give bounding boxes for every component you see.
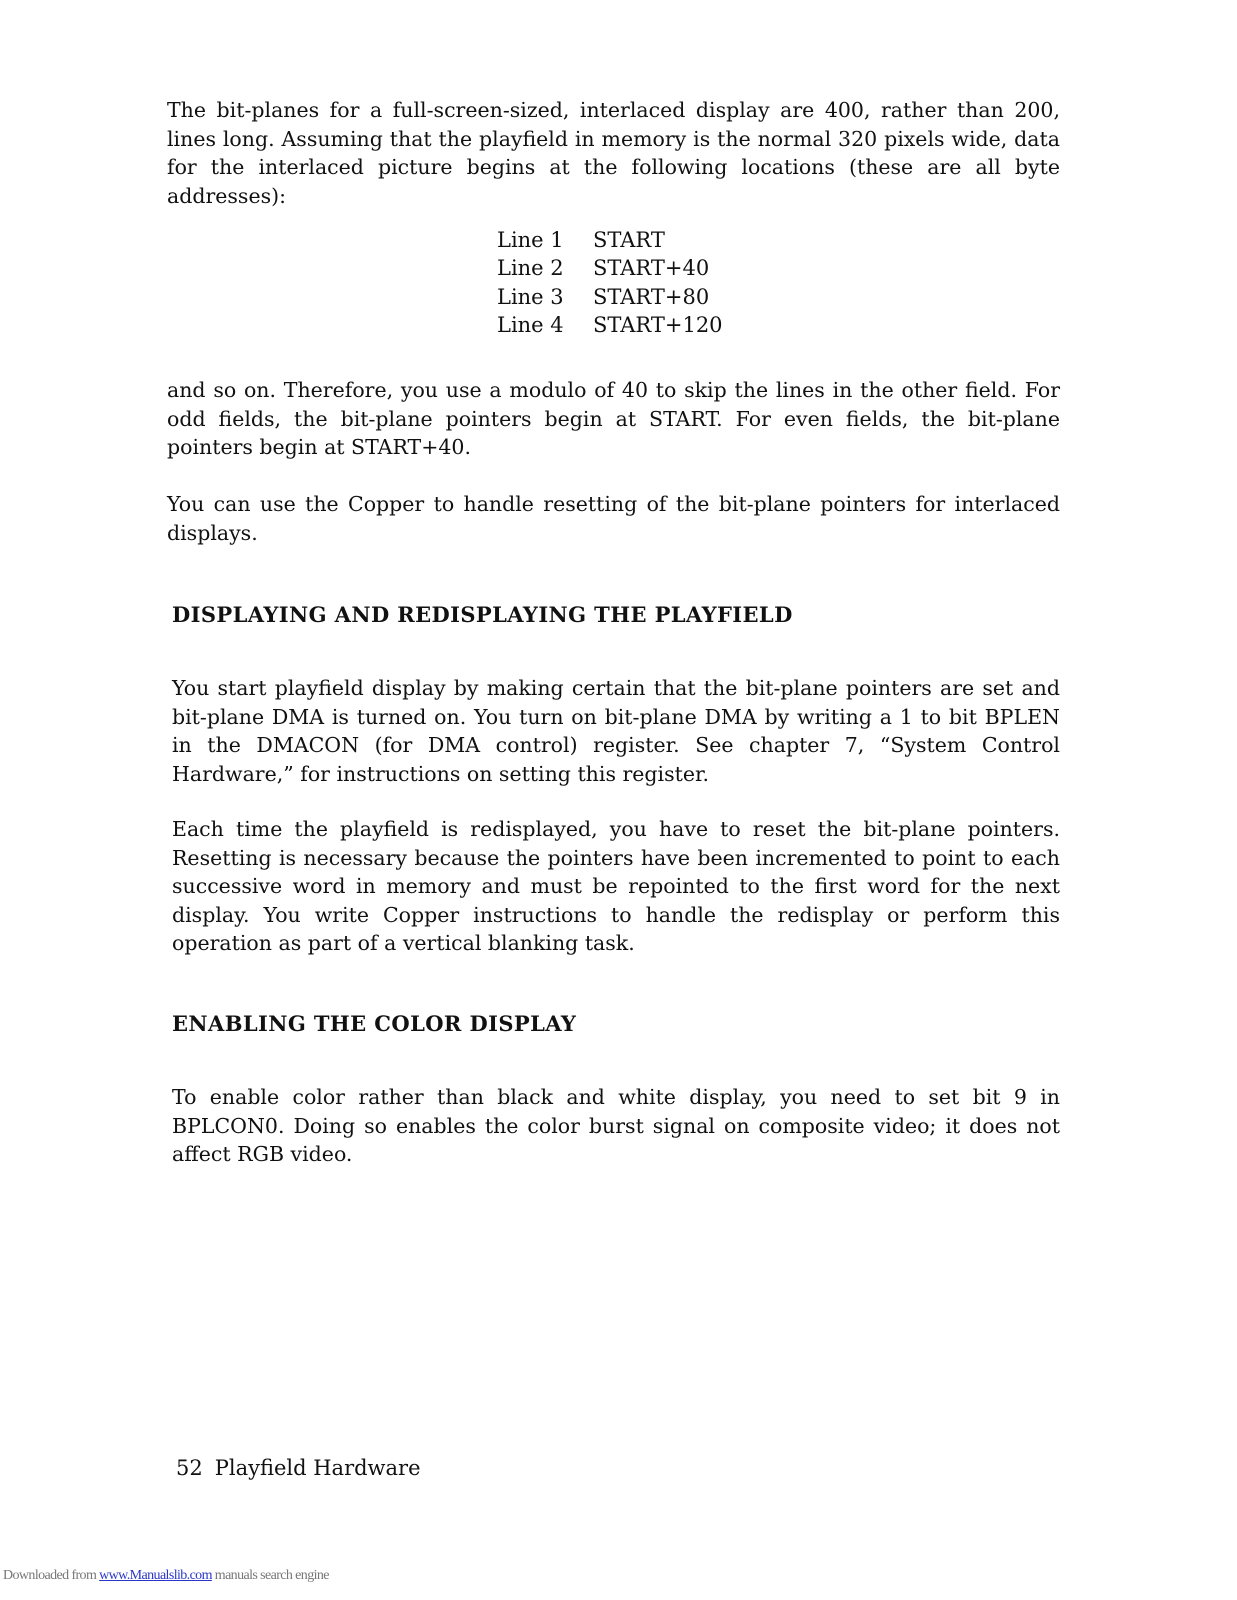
line-address: START+120: [593, 312, 723, 337]
line-label: Line 4: [497, 312, 564, 337]
line-address: START: [593, 228, 665, 252]
download-suffix: manuals search engine: [211, 1568, 329, 1583]
paragraph-redisplay: Each time the playfield is redisplayed, you have to reset the bit-plane pointers. Resetting is necessary because the pointers have been incremented to point to each successive word in memory and must be repointed to the first word for the next display. You write Copper instructions to handle the redisplay or perform this operation as part of a vertical blanking task.: [172, 817, 1060, 955]
footer-section-title: Playfield Hardware: [214, 1456, 421, 1480]
section-heading-color: ENABLING THE COLOR DISPLAY: [172, 1011, 577, 1036]
page-footer: [176, 1456, 421, 1480]
table-row: [497, 254, 723, 282]
manualslib-link[interactable]: www.Manualslib.com: [99, 1568, 212, 1583]
section-heading-displaying: DISPLAYING AND REDISPLAYING THE PLAYFIELD: [172, 602, 793, 627]
line-address: START+40: [593, 256, 710, 281]
download-prefix: Downloaded from: [3, 1568, 100, 1583]
paragraph-enable-color: To enable color rather than black and white display, you need to set bit 9 in BPLCON0. Doing so enables the color burst signal on composite video; it does not affect RGB video.: [172, 1085, 1060, 1166]
table-row: [497, 311, 723, 339]
line-label: Line 3: [497, 284, 564, 309]
line-label: Line 1: [497, 228, 564, 252]
download-note: [3, 1568, 329, 1584]
table-row: [497, 283, 723, 311]
page-number: 52: [176, 1456, 203, 1480]
table-row: [497, 226, 723, 254]
address-table: [497, 226, 723, 339]
paragraph-interlaced-bitplanes: The bit-planes for a full-screen-sized, interlaced display are 400, rather than 200, lines long. Assuming that the playfield in memory is the normal 320 pixels wide, data for the interlaced picture begins at the following locations (these are all byte addresses):: [167, 98, 1060, 208]
paragraph-modulo: and so on. Therefore, you use a modulo of 40 to skip the lines in the other field. For odd fields, the bit-plane pointers begin at START. For even fields, the bit-plane pointers begin at START+40.: [167, 378, 1060, 459]
paragraph-copper-reset: You can use the Copper to handle resetting of the bit-plane pointers for interlaced displays.: [167, 492, 1060, 545]
line-label: Line 2: [497, 256, 564, 281]
line-address: START+80: [593, 284, 710, 309]
paragraph-start-display: You start playfield display by making certain that the bit-plane pointers are set and bit-plane DMA is turned on. You turn on bit-plane DMA by writing a 1 to bit BPLEN in the DMACON (for DMA control) register. See chapter 7, “System Control Hardware,” for instructions on setting this register.: [172, 676, 1060, 786]
